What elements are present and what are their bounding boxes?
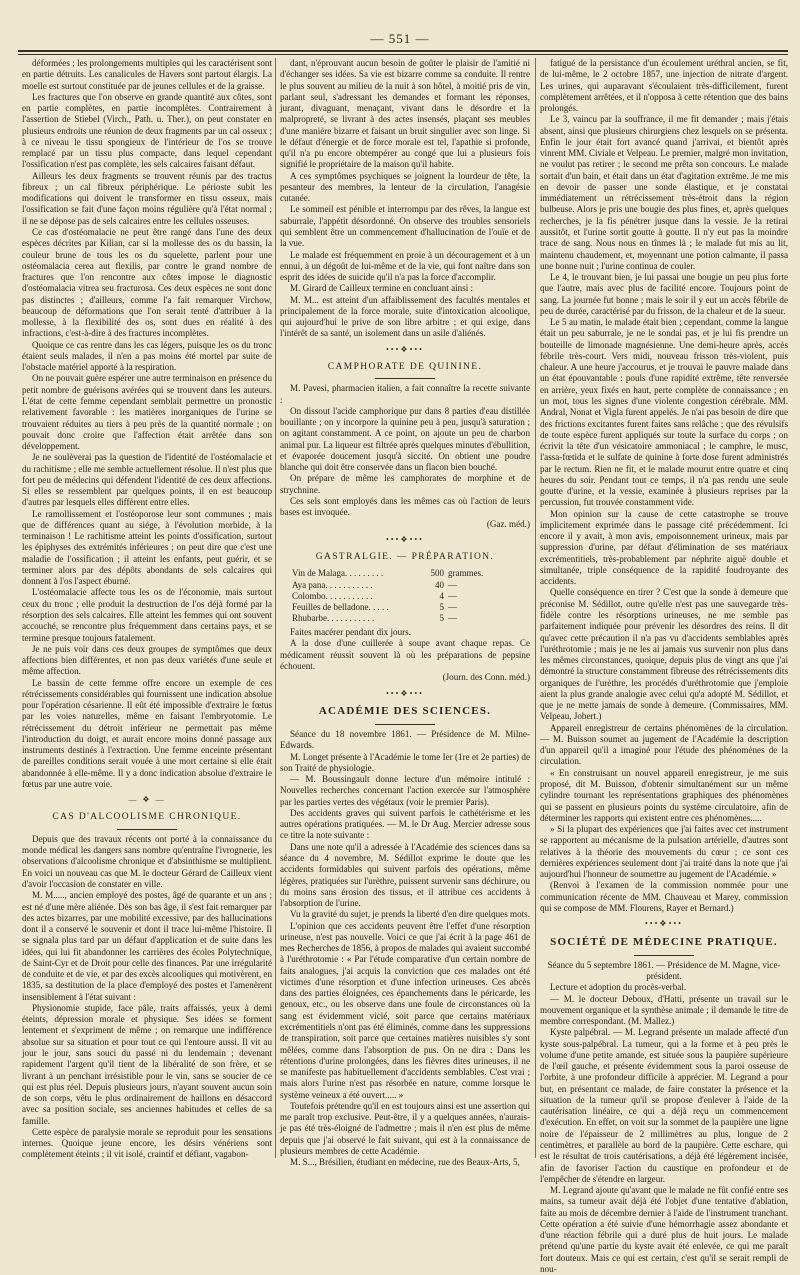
recipe-quantity: 500 [430, 568, 444, 579]
paragraph: fatigué de la persistance d'un écoulement uréthral ancien, se fit, de lui-même, le 2 octobre 1857, une injection de nitrate d'argent. Les urines, qui auparavant s'écoulaient très-difficilement, furent complètement arrêtées, et il n'opposa à cette rétention que des bains prolongés. [540, 58, 788, 114]
paragraph: Kyste palpébral. — M. Legrand présente un malade affecté d'un kyste sous-palpébral. La tumeur, qui a la forme et à peu près le volume d'une petite amande, est située sous la paupière supérieure de l'œil gauche, et présente évidemment sous la paroi osseuse de l'orbite, à une profondeur difficile à apprécier. M. Legrand a pour but, en présentant ce malade, de faire constater la présence et la situation de la tumeur qu'il se propose d'enlever à l'aide de la cautérisation linéaire, ce qui a déjà reçu un commencement d'exécution. En effet, on voit sur la sommet de la paupière une ligne noire de l'épaisseur de 2 millimètres au plus, longue de 2 centimètres, et parallèle au bord de la paupière. Cette eschare, qui est le résultat de trois cautérisations, a déjà été légèrement incisée, afin de favoriser l'action du caustique en profondeur et de l'empêcher de s'étendre en largeur. [540, 1027, 788, 1184]
recipe-ingredient: Feuilles de belladone. . . . . [292, 601, 389, 612]
paragraph: Quelle conséquence en tirer ? C'est que la sonde à demeure que préconise M. Sédillot, outre qu'elle n'est pas une sauvegarde très-fidèle contre les résorptions urineuses, ne me semble pas parfaitement indiquée pour prévenir les désordres des reins. Il dit qu'avec cette précaution il n'a pas vu d'accidents semblables après l'uréthrotomie ; mais je ne les ai jamais vus survenir non plus dans les mêmes circonstances, quoique, depuis plus de vingt ans que j'ai démontré la structure constamment fibreuse des rétrécissements dits organiques de l'urèthre, les procédés d'uréthrotomie que j'emploie aient la plus grande analogie avec celui qu'a adopté M. Sédillot, et que je ne mette jamais de sonde à demeure. (Commissaires, MM. Velpeau, Jobert.) [540, 587, 788, 722]
paragraph: Mon opinion sur la cause de cette catastrophe se trouve implicitement exprimée dans le passage cité précédemment. Ici encore il y avait, à mon avis, empoisonnement urineux, mais par suppression d'urine, par défaut d'élimination de ses matériaux excrémentitiels, très-probablement par néphrite aiguë double et simultanée, triple conséquence de la rapidité foudroyante des accidents. [540, 508, 788, 587]
paragraph: A la dose d'une cuillerée à soupe avant chaque repas. Ce médicament réussit souvent là où les préparations de pepsine échouent. [280, 638, 530, 672]
paragraph: M. Longet présente à l'Académie le tome Ier (1re et 2e parties) de son Traité de physiologie. [280, 751, 530, 773]
paragraph: (Renvoi à l'examen de la commission nommée pour une communication récente de MM. Chauveau et Marey, commission qui se compose de MM. Flourens, Rayer et Bernard.) [540, 880, 788, 913]
paragraph: Cette espèce de paralysie morale se reproduit pour les sensations internes. Quoique jeune encore, les désirs vénériens sont complètement éteints ; il vit isolé, craintif et défiant, vagabon- [22, 1126, 272, 1160]
paragraph: Toutefois prétendre qu'il en est toujours ainsi est une assertion qui me paraît trop exclusive. Peut-être, il y a quelques années, n'aurais-je pas été très-éloigné de l'admettre ; mais il n'en est plus de même depuis que j'ai observé le fait suivant, qui est à la connaissance de plusieurs membres de cette Académie. [280, 1100, 530, 1156]
paragraph: Séance du 5 septembre 1861. — Présidence de M. Magne, vice-président. [547, 959, 781, 981]
paragraph: Ailleurs les deux fragments se trouvent réunis par des tractus fibreux ; un cal fibreux périphérique. Le périoste subit les modifications qui doivent le transformer en tissu osseux, mais l'ossification se fait d'une façon moins régulière qu'à l'état normal ; il ne se dépose pas de sels calcaires entre les cellules osseuses. [22, 170, 272, 226]
paragraph: Ce cas d'ostéomalacie ne peut être rangé dans l'une des deux espèces décrites par Kilian, car si la mollesse des os du bassin, la couleur brune de tous les os du squelette, parlent pour une ostéomalacia cerea aut flexilis, par contre le grand nombre de fractures que l'on rencontre aux côtes impose le diagnostic d'ostéomalacia vitrea seu fracturosa. Ces deux espèces ne sont donc pas distinctes ; d'ailleurs, comme l'a fait remarquer Virchow, beaucoup de déformations que l'on serait tenté d'attribuer à la mollesse, à la flexibilité des os, sont dues en réalité à des infractions, c'est-à-dire à des fractures incomplètes. [22, 226, 272, 339]
paragraph: On prépare de même les camphorates de morphine et de strychnine. [280, 473, 530, 495]
source-citation: (Journ. des Conn. méd.) [442, 672, 530, 683]
paragraph: A ces symptômes psychiques se joignent la lourdeur de tête, la pesanteur des membres, la lenteur de la circulation, l'anagésie cutanée. [280, 170, 530, 204]
recipe-unit: — [448, 590, 457, 601]
recipe-unit: — [448, 601, 457, 612]
page-number: — 551 — [370, 31, 430, 46]
recipe-ingredient: Aya pana. . . . . . . . . . . [292, 579, 373, 590]
column-divider [535, 58, 536, 1158]
paragraph: — M. le docteur Deboux, d'Hatti, présente un travail sur le mouvement organique et la synthèse animale ; il demande le titre de membre correspondant. (M. Mallez.) [540, 993, 788, 1027]
heading-rule [375, 378, 435, 379]
section-ornament: •••❖••• [386, 344, 424, 354]
heading-rule [634, 955, 694, 956]
header-rule [18, 50, 788, 55]
section-heading: SOCIÉTÉ DE MÉDECINE PRATIQUE. [550, 936, 778, 949]
column-divider [275, 58, 276, 1158]
paragraph: Les fractures que l'on observe en grande quantité aux côtes, sont en partie complètes, en partie incomplètes. Contrairement à l'assertion de Stiebel (Virch., Path. u. Ther.), on peut constater en plusieurs endroits une réunion de deux fragments par un cal osseux ; à ce niveau le tissu spongieux de l'intérieur de l'os se trouve remplacé par un tissu plus compacte, dans lequel cependant l'ossification n'est pas complète, les sels calcaires faisant défaut. [22, 91, 272, 170]
paragraph: M. Legrand ajoute qu'avant que le malade ne fût confié entre ses mains, sa tumeur avait déjà été l'objet d'une tentative d'ablation, faite au mois de décembre dernier à l'aide de l'instrument tranchant. Cette opération a été suivie d'une hémorrhagie assez abondante et d'une réaction fébrile qui a duré plus de huit jours. Le malade prétend qu'une partie du kyste avait été enlevée, ce qui me paraît fort douteux. Mais ce qui est certain, c'est qu'il se serait rempli de nou- [540, 1185, 788, 1274]
paragraph: Le 5 au matin, le malade était bien ; cependant, comme la langue était un peu saburrale, je ne le sondai pas, et je lui fis prendre un bouteille de limonade magnésienne. Une demi-heure après, accès fébrile très-court. Vers midi, nouveau frisson très-violent, puis chaleur. A une heure j'accourus, et je trouvai le pauvre malade dans un état épouvantable : pouls d'une rapidité extrême, tête renversée en arrière, yeux fixés en haut, perte complète de connaissance ; en un mot, tous les signes d'une violente congestion cérébrale. MM. Andral, Nonat et Vigla furent appelés. Je n'ai pas besoin de dire que des frictions excitantes furent faites sans relâche ; que des révulsifs de toute espèce furent appliqués sur toute la surface du corps ; on écrivit la tête d'un vésicatoire ammoniacal ; le camphre, le musc, l'assa-fœtida et le sulfate de quinine à forte dose furent administrés par le rectum. Rien ne fit, et le malade mourut entre quatre et cinq heures du soir. Pendant tout ce temps, il n'a pas rendu une seule goutte d'urine, et la vessie, examinée à plusieurs reprises par la percussion, fut trouvée constamment vide. [540, 317, 788, 508]
column-middle [280, 58, 530, 1168]
paragraph: M. Girard de Cailleux termine en concluant ainsi : [290, 283, 474, 294]
paragraph: L'opinion que ces accidents peuvent être l'effet d'une résorption urineuse, n'est pas nouvelle. Voici ce que j'ai écrit à la page 461 de mes Recherches de 1856, à propos de malades qui avaient succombé à l'uréthrotomie : « Par l'étude comparative d'un certain nombre de faits analogues, j'ai acquis la conviction que ces malades ont été victimes d'une résorption et d'une infection urineuses. Ces abcès dans des parties éloignées, ces épanchements dans le péricarde, les genoux, etc., ou les observe dans une foule de circonstances où la sang est évidemment vicié, soit parce que certains matériaux excrémentitiels n'ont pas été éliminés, comme dans les suppressions de transpiration, soit parce que certaines matières nuisibles s'y sont mêlées, comme dans l'absorption de pus. On ne dira : Dans les rétentions d'urine prolongées, dans les fièvres dites urineuses, il ne se manifeste pas habituellement d'accidents semblables. C'est vrai ; mais alors l'urine n'est pas résorbée en nature, comme lorsque le système veineux a été ouvert..... » [280, 920, 530, 1100]
paragraph: Appareil enregistreur de certains phénomènes de la circulation. — M. Buisson soumet au jugement de l'Académie la description d'un appareil qu'il a imaginé pour l'étude des phénomènes de la circulation. [540, 722, 788, 767]
paragraph: Lecture et adoption du procès-verbal. [550, 982, 687, 993]
paragraph: Le 4, le trouvant bien, je lui passai une bougie un peu plus forte que l'autre, mais avec plus de facilité encore. Toujours point de sang. La journée fut bonne ; mais le soir il y eut un accès fébrile de peu de durée, caractérisé par du frisson, de la chaleur et de la sueur. [540, 272, 788, 316]
section-ornament: •••❖••• [386, 688, 424, 698]
paragraph: Vu la gravité du sujet, je prends la liberté d'en dire quelques mots. [290, 909, 530, 920]
recipe-unit: — [448, 579, 457, 590]
source-citation: (Gaz. méd.) [486, 518, 530, 529]
paragraph: Depuis que des travaux récents ont porté à la connaissance du monde médical les dangers sans nombre qu'entraîne l'ivrognerie, les observations d'alcoolisme chronique et d'absinthisme se multiplient. En voici un nouveau cas que M. le docteur Gérard de Cailleux vient d'avoir l'occasion de constater en ville. [22, 833, 272, 889]
section-heading: GASTRALGIE. — PRÉPARATION. [315, 551, 495, 562]
paragraph: Quoique ce cas rentre dans les cas légers, puisque les os du tronc étaient seuls malades, il n'en a pas moins été mortel par suite de l'obstacle matériel apporté à la respiration. [22, 339, 272, 373]
recipe-quantity: 4 [439, 590, 444, 601]
recipe-row [290, 580, 520, 591]
column-left [22, 58, 272, 1158]
paragraph: dant, n'éprouvant aucun besoin de goûter le plaisir de l'amitié ni d'échanger ses idées. Sa vie est bizarre comme sa conduite. Il rentre le plus souvent au milieu de la nuit à son hôtel, à moitié pris de vin, parlant seul, s'adressant les demandes et formant les réponses, jurant, divaguant, menaçant, vivant dans le désordre et la malpropreté, se livrant à des actes insensés, plaçant ses meubles d'une manière bizarre et faisant un bruit singulier avec son linge. Si le défaut d'énergie et de force morale est tel, l'apathie si profonde, qu'il n'a pu encore obtempérer au congé que lui a plusieurs fois signifié le propriétaire de la maison qu'il habite. [280, 58, 530, 170]
paragraph: Le 3, vaincu par la souffrance, il me fit demander ; mais j'étais absent, ainsi que plusieurs chirurgiens chez lesquels on se présenta. Enfin le jour était fort avancé quand j'arrivai, et bientôt après vinrent MM. Civiale et Velpeau. Le premier, malgré mon invitation, ne voulut pas retirer ; le second me prêta son concours. Le malade sortait d'un bain, et était dans un état d'agitation extrême. Je me mis en devoir de passer une sonde élastique, et je constatai immédiatement un rétrécissement très-étroit dans la région bulbeuse. Alors je pris une bougie des plus fines, et, après quelques recherches, je la fis pénétrer jusque dans la vessie. Je la retirai aussitôt, et l'urine sortit goutte à goutte. Il n'y eut pas la moindre trace de sang. Nous nous en tînmes là ; le malade fut mis au lit, maintenu chaudement, et, moyennant une potion calmante, il passa une bonne nuit ; l'urine continua de couler. [540, 114, 788, 271]
section-ornament: •••❖••• [386, 534, 424, 544]
heading-rule [117, 829, 177, 830]
recipe-ingredient: Rhubarbe. . . . . . . . . . . [292, 613, 375, 624]
paragraph: M. M....., ancien employé des postes, âgé de quarante et un ans ; est né d'une mère aliénée. Dès son bas âge, il s'est fait remarquer par des actes bizarres, par une mobilité excessive, par des hallucinations dont il a conservé le souvenir et dont il trace lui-même l'histoire. Il se signala plus tard par un défaut d'application et de suite dans les idées, qui lui fit abandonner les carrières des écoles Polytechnique, de Saint-Cyr et de Droit pour celle des finances. Par une irrégularité de conduite et de vie, et par des excès alcooliques qui motivèrent, en 1835, sa destitution de la place d'employé des postes et l'amenèrent insensiblement à l'état suivant : [22, 890, 272, 1002]
recipe-table [290, 568, 520, 624]
paragraph: L'ostéomalacie affecte tous les os de l'économie, mais surtout ceux du tronc ; elle produit la destruction de l'os déjà formé par la résorption des sels calcaires. Elle atteint les femmes qui ont souvent accouché, se rencontre plus fréquemment dans certains pays, et se termine presque toujours fatalement. [22, 587, 272, 643]
paragraph: déformées ; les prolongements multiples qui les caractérisent sont en partie détruits. Les canalicules de Havers sont partout élargis. La moelle est surtout constituée par de jeunes cellules et de la graisse. [22, 58, 272, 91]
paragraph: Faites macérer pendant dix jours. [290, 627, 411, 638]
paragraph: Je ne soulèverai pas la question de l'identité de l'ostéomalacie et du rachitisme ; elle me semble actuellement résolue. Il n'est plus que fort peu de médecins qui défendent l'identité de ces deux affections. Si elles se ressemblent par quelques points, il en est beaucoup d'autres par lesquels elles diffèrent entre elles. [22, 452, 272, 508]
section-heading: CAMPHORATE DE QUININE. [327, 361, 483, 372]
recipe-row [290, 613, 520, 624]
paragraph: Le sommeil est pénible et interrompu par des rêves, la langue est saburrale, l'appétit désordonné. On observe des troubles sensoriels qui semblent être un commencement d'hallucination de l'ouïe et de la vue. [280, 204, 530, 249]
recipe-quantity: 5 [439, 613, 444, 624]
paragraph: M. S..., Brésilien, étudiant en médecine, rue des Beaux-Arts, 5, [290, 1157, 520, 1168]
paragraph: Séance du 18 novembre 1861. — Présidence de M. Milne-Edwards. [280, 729, 530, 751]
recipe-ingredient: Colombo. . . . . . . . . . . [292, 590, 373, 601]
paragraph: Le bassin de cette femme offre encore un exemple de ces rétrécissements considérables qui fournissent une indication absolue pour l'opération césarienne. Il eût été impossible d'extraire le fœtus par les voies naturelles, même en faisant l'embryotomie. Le rétrécissement du détroit inférieur ne permettait pas même l'introduction du doigt, et aurait encore moins donné passage aux instruments destinés à l'extraction. Une femme enceinte présentant de pareilles conditions serait vouée à une mort certaine si elle était abandonnée à elle-même. Il y a donc indication absolue d'extraire le fœtus par une autre voie. [22, 677, 272, 789]
paragraph: » Si la plupart des expériences que j'ai faites avec cet instrument se rapportent au mécanisme de la pulsation artérielle, d'autres sont relatives à la théorie des mouvements du cœur ; ce sont ces dernières expériences seulement dont j'ai traité dans la note que j'ai aujourd'hui l'honneur de soumettre au jugement de l'Académie. » [540, 824, 788, 880]
recipe-quantity: 5 [439, 601, 444, 612]
paragraph: Des accidents graves qui suivent parfois le cathétérisme et les autres opérations pratiquées. — M. le Dr Aug. Mercier adresse sous ce titre la note suivante : [280, 807, 530, 841]
paragraph: Physionomie stupide, face pâle, traits affaissés, yeux à demi éteints, dépression morale et physique. Ses idées se forment lentement et s'expriment de même ; on remarque une indifférence absolue sur sa situation et pour tout ce qui l'entoure aussi. Il vit au jour le jour, sans souci du passé ni du lendemain ; devenant rapidement l'argent qu'il tient de la libéralité de son frère, et se livrant à un penchant irrésistible pour le vin, sans se soucier de ce qui est plus réel. Depuis plusieurs jours, n'ayant souvent aucun soin de son corps, vêtu le plus ordinairement de haillons en désaccord avec sa position sociale, ses anciennes habitudes et celles de sa famille. [22, 1002, 272, 1126]
paragraph: — M. Boussingault donne lecture d'un mémoire intitulé : Nouvelles recherches concernant l'action exercée sur l'atmosphère par les parties vertes des végétaux (voir le premier Paris). [280, 774, 530, 807]
recipe-unit: — [448, 613, 457, 624]
paragraph: Le malade est fréquemment en proie à un découragement et à un ennui, à un dégoût de lui-même et de la vie, qui font naître dans son esprit des idées de suicide qu'il n'a pas la force d'accomplir. [280, 249, 530, 283]
column-right [540, 58, 788, 1274]
recipe-ingredient: Vin de Malaga. . . . . . . . . [292, 568, 384, 579]
section-ornament: — ❖ — [128, 795, 166, 805]
paragraph: On ne pouvait guère espérer une autre terminaison en présence du petit nombre de guérisons avérées qui se trouvent dans les auteurs. L'état de cette femme cependant semblait permettre un pronostic relativement favorable : les matières inorganiques de l'urine se trouvaient réduites au tiers à peu près de la quantité normale ; on pouvait donc croire que l'affection était arrêtée dans son développement. [22, 373, 272, 452]
recipe-row [290, 591, 520, 602]
paragraph: Le ramollissement et l'ostéoporose leur sont communes ; mais que de différences quant au siége, à l'évolution morbide, à la terminaison ! Le rachitisme atteint les points d'ossification, surtout les épiphyses des extrémités inférieures ; on peut dire que c'est une maladie de l'ossification ; il atteint les enfants, peut guérir, et se terminer alors par des dépôts abondants de sels calcaires qui donnent à l'os l'aspect éburné. [22, 508, 272, 587]
paragraph: M. M... est atteint d'un affaiblissement des facultés mentales et principalement de la force morale, suite d'intoxication alcoolique, qui aujourd'hui le prive de son libre arbitre ; et qui exige, dans l'intérêt de sa santé, un isolement dans un asile d'aliénés. [280, 294, 530, 339]
paragraph: On dissout l'acide camphorique pur dans 8 parties d'eau distillée bouillante ; on y incorpore la quinine peu à peu, jusqu'à saturation ; on agitant constamment. A ce point, on ajoute un peu de charbon animal pur. La liqueur est filtrée après quelques minutes d'ébullition, et évaporée doucement jusqu'à siccité. On obtient une poudre blanche qui doit être conservée dans un flacon bien bouché. [280, 405, 530, 473]
section-heading: CAS D'ALCOOLISME CHRONIQUE. [52, 812, 242, 823]
heading-rule [375, 724, 435, 725]
recipe-quantity: 40 [435, 579, 444, 590]
paragraph: M. Pavesi, pharmacien italien, a fait connaître la recette suivante : [280, 383, 530, 405]
section-ornament: •••❖••• [645, 919, 683, 929]
paragraph: Je ne puis voir dans ces deux groupes de symptômes que deux affections bien différentes, et non pas deux variétés d'une seule et même affection. [22, 643, 272, 677]
recipe-unit: grammes. [448, 568, 484, 579]
recipe-row [290, 568, 520, 579]
section-heading: ACADÉMIE DES SCIENCES. [318, 705, 492, 718]
paragraph: Ces sels sont employés dans les mêmes cas où l'action de leurs bases est invoquée. [280, 495, 530, 518]
paragraph: Dans une note qu'il a adressée à l'Académie des sciences dans sa séance du 4 novembre, M. Sédillot exprime le doute que les accidents formidables qui suivent parfois des opérations, même légères, pratiquées sur l'urèthre, puissent survenir sans déchirure, ou du moins sans érosion des tissus, et il attribue ces accidents à l'absorption de l'urine. [280, 841, 530, 909]
recipe-row [290, 602, 520, 613]
paragraph: « En construisant un nouvel appareil enregistreur, je me suis proposé, dit M. Buisson, d'obtenir simultanément sur un même cylindre tournant les représentations graphiques des phénomènes qui se passent en plusieurs points du système circulatoire, afin de déterminer les rapports qui existent entre ces phénomènes..... [540, 767, 788, 823]
